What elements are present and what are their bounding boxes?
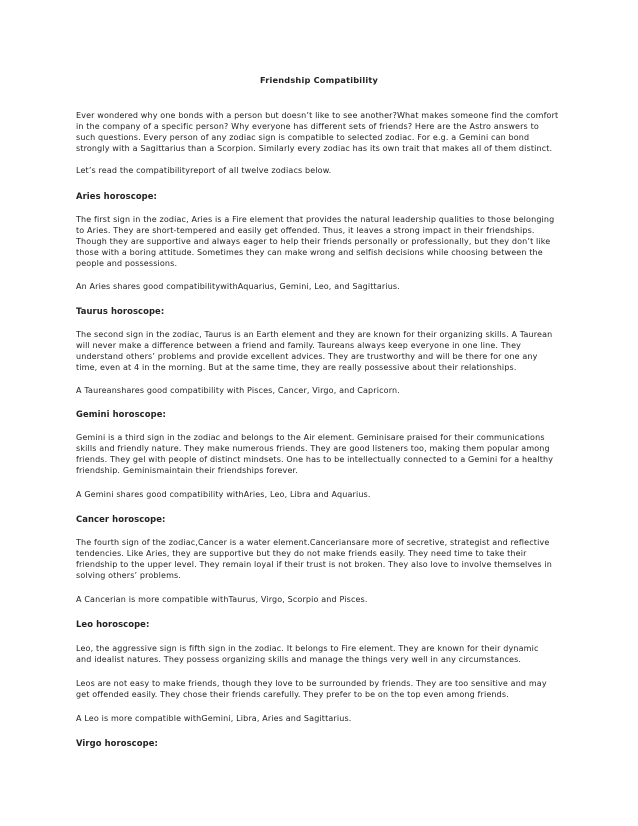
leo-line: Leos are not easy to make friends, though they love to be surrounded by friends. They are too sensitive and may: [76, 679, 547, 688]
cancer-line: tendencies. Like Aries, they are supportive but they do not make friends easily. They need time to take their: [76, 549, 527, 558]
taurus-line: time, even at 4 in the morning. But at the same time, they are really possessive about their relationships.: [76, 363, 517, 372]
aries-compat: An Aries shares good compatibilitywithAquarius, Gemini, Leo, and Sagittarius.: [76, 282, 400, 291]
gemini-line: skills and friendly nature. They make numerous friends. They are good listeners too, making them popular among: [76, 444, 550, 453]
gemini-line: friendship. Geminismaintain their friendships forever.: [76, 466, 298, 475]
cancer-line: friendship to the upper level. They remain loyal if their trust is not broken. They also love to involve themselves in: [76, 560, 552, 569]
gemini-compat: A Gemini shares good compatibility withAries, Leo, Libra and Aquarius.: [76, 490, 371, 499]
aries-line: Though they are supportive and always eager to help their friends personally or professionally, but they don’t like: [76, 237, 551, 246]
intro-line: strongly with a Sagittarius than a Scorpion. Similarly every zodiac has its own trait that makes all of them distinct.: [76, 144, 553, 153]
virgo-heading: Virgo horoscope:: [76, 738, 158, 748]
cancer-line: solving others’ problems.: [76, 571, 182, 580]
taurus-line: The second sign in the zodiac, Taurus is an Earth element and they are known for their organizing skills. A Taurean: [76, 330, 553, 339]
intro-line: Ever wondered why one bonds with a person but doesn’t like to see another?What makes someone find the comfort: [76, 111, 559, 120]
taurus-line: will never make a difference between a friend and family. Taureans always keep everyone in one line. They: [76, 341, 522, 350]
aries-heading: Aries horoscope:: [76, 191, 157, 201]
taurus-line: understand others’ problems and provide excellent advices. They are trustworthy and will be there for one any: [76, 352, 538, 361]
leo-line: get offended easily. They chose their friends carefully. They prefer to be on the top even among friends.: [76, 690, 509, 699]
aries-line: The first sign in the zodiac, Aries is a Fire element that provides the natural leadership qualities to those belonging: [76, 215, 555, 224]
page-title: Friendship Compatibility: [260, 75, 378, 85]
gemini-line: friends. They gel with people of distinct mindsets. One has to be intellectually connected to a Gemini for a healthy: [76, 455, 554, 464]
leo-compat: A Leo is more compatible withGemini, Libra, Aries and Sagittarius.: [76, 714, 352, 723]
cancer-line: The fourth sign of the zodiac,Cancer is a water element.Canceriansare more of secretive, strategist and reflective: [76, 538, 550, 547]
taurus-heading: Taurus horoscope:: [76, 306, 165, 316]
leo-line: Leo, the aggressive sign is fifth sign in the zodiac. It belongs to Fire element. They are known for their dynamic: [76, 644, 539, 653]
aries-line: those with a boring attitude. Sometimes they can make wrong and selfish decisions while choosing between the: [76, 248, 543, 257]
gemini-heading: Gemini horoscope:: [76, 409, 166, 419]
aries-line: to Aries. They are short-tempered and easily get offended. Thus, it leaves a strong impact in their friendships.: [76, 226, 535, 235]
intro-line: in the company of a specific person? Why everyone has different sets of friends? Here are the Astro answers to: [76, 122, 539, 131]
aries-line: people and possessions.: [76, 259, 178, 268]
gemini-line: Gemini is a third sign in the zodiac and belongs to the Air element. Geminisare praised for their communications: [76, 433, 545, 442]
taurus-compat: A Taureanshares good compatibility with Pisces, Cancer, Virgo, and Capricorn.: [76, 386, 400, 395]
intro-line: such questions. Every person of any zodiac sign is compatible to selected zodiac. For e.g. a Gemini can bond: [76, 133, 530, 142]
leo-line: and idealist natures. They possess organizing skills and manage the things very well in any circumstances.: [76, 655, 522, 664]
leo-heading: Leo horoscope:: [76, 619, 150, 629]
cancer-heading: Cancer horoscope:: [76, 514, 166, 524]
intro-lead: Let’s read the compatibilityreport of all twelve zodiacs below.: [76, 166, 332, 175]
cancer-compat: A Cancerian is more compatible withTaurus, Virgo, Scorpio and Pisces.: [76, 595, 368, 604]
